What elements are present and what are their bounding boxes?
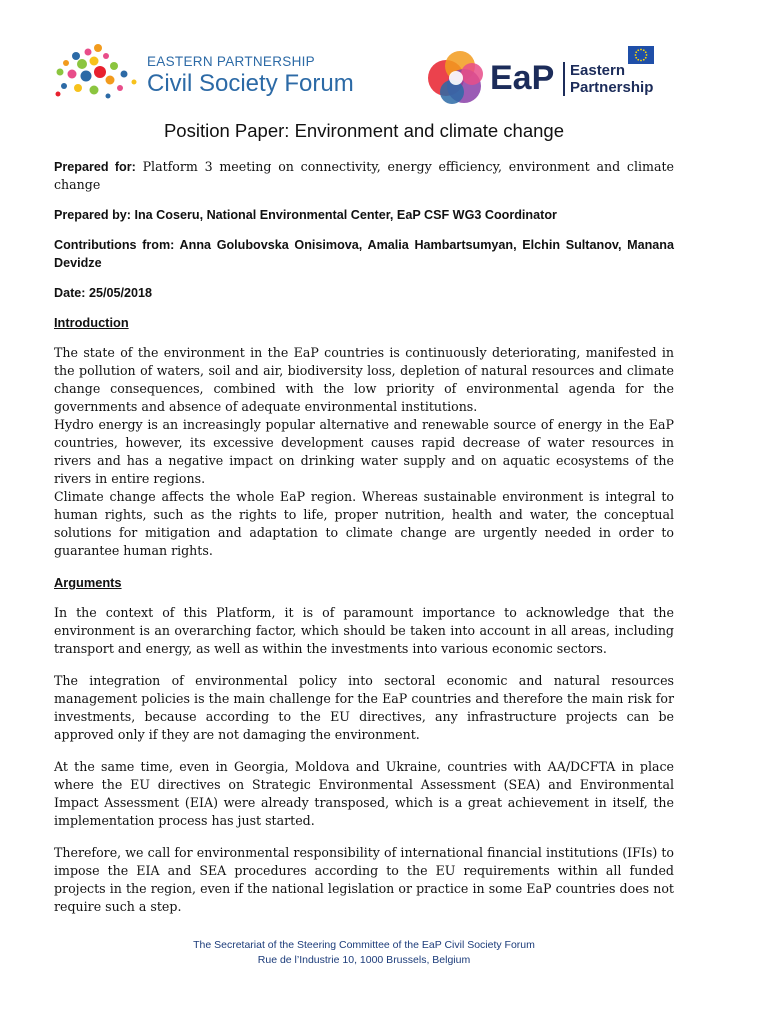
arguments-paragraph: At the same time, even in Georgia, Moldova and Ukraine, countries with AA/DCFTA in place where the EU directives on Strategic Environmental Assessment (SEA) and Environmental Impact Assessment (EIA) were already transposed, which is a great achievement in itself, the implementation process has just started.: [54, 759, 674, 828]
arguments-heading: Arguments: [54, 575, 122, 590]
eu-flag-icon: [628, 46, 654, 64]
footer-line2: Rue de l’Industrie 10, 1000 Brussels, Belgium: [257, 954, 471, 966]
eap-letters: EaP: [490, 59, 555, 97]
intro-paragraph: Climate change affects the whole EaP region. Whereas sustainable environment is integral to human rights, such as the rights to life, proper nutrition, health and water, the conceptual solutions for mitigation and adaptation to climate change are urgently needed in order to guarantee human rights.: [54, 489, 674, 558]
prepared-for-label: Prepared for:: [54, 160, 136, 174]
csf-wordmark: [147, 54, 354, 98]
prepared-for-value: Platform 3 meeting on connectivity, energy efficiency, environment and climate change: [54, 159, 674, 192]
intro-paragraph: The state of the environment in the EaP countries is continuously deteriorating, manifested in the pollution of waters, soil and air, biodiversity loss, depletion of natural resources and climate change consequences, combined with the low priority of environmental agenda for the governments and absence of adequate environmental institutions.: [54, 345, 674, 414]
arguments-paragraph: Therefore, we call for environmental responsibility of international financial institutions (IFIs) to impose the EIA and SEA procedures according to the EU requirements within all funded projects in the region, even if the national legislation or practice in some EaP countries does not require such a step.: [54, 845, 674, 914]
eap-divider: [563, 62, 565, 96]
arguments-paragraph: In the context of this Platform, it is of paramount importance to acknowledge that the environment is an overarching factor, which should be taken into account in all areas, including transport and energy, as well as within the investments into various economic sectors.: [54, 605, 674, 656]
intro-paragraph: Hydro energy is an increasingly popular alternative and renewable source of energy in the EaP countries, however, its excessive development causes rapid decrease of water resources in rivers and has a negative impact on drinking water supply and on aquatic ecosystems of the rivers in entire regions.: [54, 417, 674, 486]
document-title: Position Paper: Environment and climate change: [163, 120, 565, 141]
footer-line1: The Secretariat of the Steering Committee of the EaP Civil Society Forum: [193, 939, 535, 951]
contributions: Contributions from: Anna Golubovska Onisimova, Amalia Hambartsumyan, Elchin Sultanov, Manana Devidze: [54, 238, 674, 270]
arguments-paragraph: The integration of environmental policy into sectoral economic and natural resources management policies is the main challenge for the EaP countries and therefore the main risk for investments, because according to the EU directives, any infrastructure projects can be approved only if they are not damaging the environment.: [54, 673, 674, 742]
date: Date: 25/05/2018: [54, 286, 153, 300]
csf-line1: EASTERN PARTNERSHIP: [147, 54, 315, 69]
eap-line2: Partnership: [570, 79, 654, 96]
eap-swirl-logo-icon: [426, 48, 488, 108]
csf-dots-logo-icon: [54, 42, 144, 102]
prepared-by: Prepared by: Ina Coseru, National Environmental Center, EaP CSF WG3 Coordinator: [54, 208, 557, 222]
document-body: [54, 158, 674, 916]
eap-line1: Eastern: [570, 62, 626, 79]
introduction-heading: Introduction: [54, 315, 129, 330]
eap-wordmark: [570, 62, 653, 96]
csf-logo: [54, 40, 374, 110]
prepared-for: [54, 158, 674, 194]
page-footer: [54, 938, 674, 968]
csf-line2: Civil Society Forum: [147, 70, 354, 97]
eap-logo: [426, 46, 676, 106]
page-header: [54, 40, 674, 110]
